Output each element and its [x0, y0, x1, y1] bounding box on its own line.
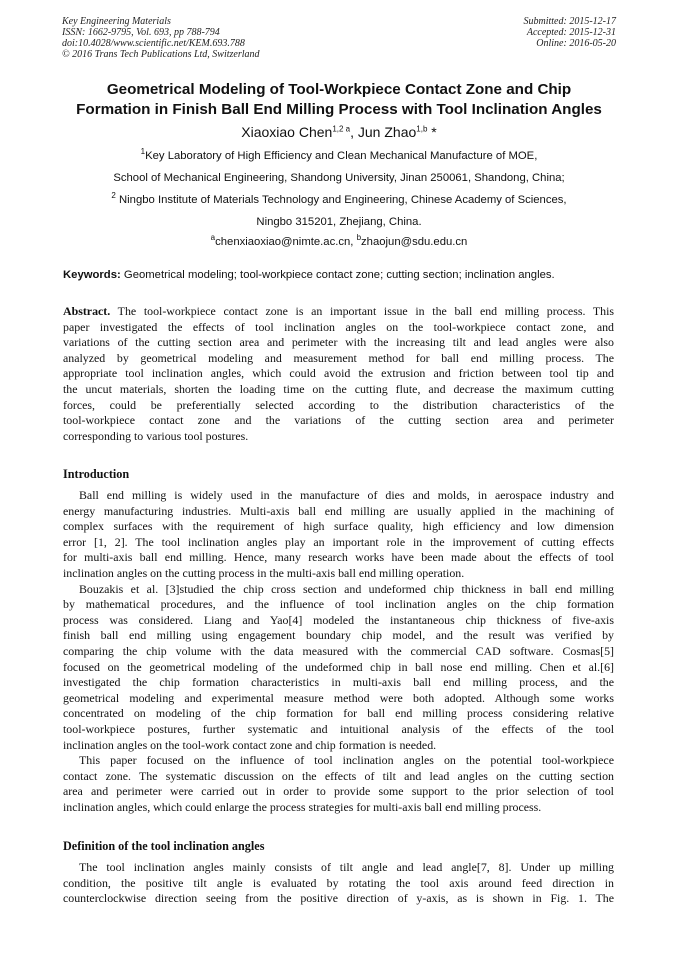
abstract-label: Abstract. [63, 304, 111, 318]
paragraph-line: finish ball end milling using engagement boundary chip model, and the result was verified by [63, 628, 614, 643]
paragraph-line: by mathematical procedures, and the influence of tool inclination angles on the chip formation [63, 597, 614, 612]
introduction-heading: Introduction [63, 467, 130, 481]
publication-dates [524, 16, 617, 49]
author-1-affiliation-mark: 1,2 a [332, 124, 351, 134]
email-b[interactable]: zhaojun@sdu.edu.cn [361, 236, 468, 248]
abstract-line: corresponding to various tool postures. [63, 428, 249, 443]
author-list [50, 123, 628, 141]
paragraph-line: counterclockwise direction seeing from the positive direction of y-axis, as is shown in Fig. 1. The [63, 891, 614, 906]
paragraph-line: Ball end milling is widely used in the manufacture of dies and molds, in aerospace industry and [79, 488, 614, 502]
paragraph-line: complex surfaces with the requirement of high surface quality, high efficiency and low dimension [63, 519, 614, 534]
affiliation-2-line-1 [40, 193, 638, 207]
journal-name: Key Engineering Materials [62, 16, 171, 27]
email-b-mark: b [356, 233, 362, 243]
corresponding-author-mark: * [427, 124, 437, 140]
paragraph-line: concentrated on modeling of the chip formation for ball end milling process considering relative [63, 706, 614, 721]
paragraph-line: This paper focused on the influence of tool inclination angles on the potential tool-workpiece [79, 753, 614, 768]
affiliation-2-text: Ningbo Institute of Materials Technology and Engineering, Chinese Academy of Sciences, [115, 194, 567, 206]
author-emails [40, 235, 638, 249]
keywords-label: Keywords: [63, 269, 121, 281]
paragraph-line: focused on the geometrical modeling of the undeformed chip in ball nose end milling. Chen et al.[6] [63, 659, 614, 674]
abstract [63, 304, 614, 444]
keywords [63, 268, 623, 282]
paragraph-line: error [1, 2]. The tool inclination angles play an important role in the improvement of cutting effects [63, 534, 614, 549]
paragraph-line: inclination angles on the cutting process in the multi-axis ball end milling operation. [63, 565, 465, 580]
abstract-line-text: The tool-workpiece contact zone is an important issue in the ball end milling process. This [110, 304, 614, 318]
affiliation-1-text: Key Laboratory of High Efficiency and Clean Mechanical Manufacture of MOE, [145, 150, 538, 162]
paragraph-line: contact zone. The systematic discussion on the effects of tilt and lead angles on the cutting section [63, 768, 614, 783]
author-separator: , [350, 124, 358, 140]
journal-issn: ISSN: 1662-9795, Vol. 693, pp 788-794 [62, 27, 220, 38]
definition-heading: Definition of the tool inclination angles [63, 839, 265, 853]
abstract-line: variations of the cutting section area and perimeter with the increasing tilt and lead angles were also [63, 335, 614, 350]
title-line-1: Geometrical Modeling of Tool-Workpiece Contact Zone and Chip [106, 81, 572, 98]
abstract-line: tool-workpiece contact zone and the variations of the cutting section area and perimeter [63, 413, 614, 428]
accepted-date: Accepted: 2015-12-31 [526, 27, 616, 38]
paragraph-line: comparing the chip volume with the data measured with the commercial CAD software. Cosmas[5] [63, 643, 614, 658]
title-line-2: Formation in Finish Ball End Milling Process with Tool Inclination Angles [76, 101, 602, 118]
abstract-line: the uncut materials, shorten the loading time on the cutting flute, and decrease the maximum cutting [63, 381, 614, 396]
paragraph-line: for multi-axis ball end milling. Hence, many research works have been made about the effects of tool [63, 550, 614, 565]
journal-copyright: © 2016 Trans Tech Publications Ltd, Switzerland [62, 49, 260, 60]
email-a-mark: a [210, 233, 216, 243]
paragraph-line: Bouzakis et al. [3]studied the chip cross section and undeformed chip thickness in ball end milling [79, 581, 614, 596]
paragraph-line: The tool inclination angles mainly consists of tilt angle and lead angle[7, 8]. Under up milling [79, 860, 614, 874]
abstract-line: analyzed by geometrical modeling and measurement method for ball end milling process. The [63, 350, 614, 365]
paragraph-line: investigated the chip formation characteristics in multi-axis ball end milling process, and the [63, 675, 614, 690]
affiliation-2-line-2: Ningbo 315201, Zhejiang, China. [256, 216, 422, 228]
affiliation-2-mark: 2 [111, 191, 116, 201]
email-a[interactable]: chenxiaoxiao@nimte.ac.cn, [215, 236, 357, 248]
introduction-body [63, 488, 614, 815]
abstract-line: paper investigated the effects of tool inclination angles on the tool-workpiece contact zone, and [63, 319, 614, 334]
definition-body [63, 860, 614, 907]
paper-title [50, 80, 628, 120]
journal-doi: doi:10.4028/www.scientific.net/KEM.693.788 [62, 38, 245, 49]
affiliation-1-line-1 [40, 149, 638, 163]
paragraph-line: condition, the positive tilt angle is evaluated by rotating the tool axis around feed direction in [63, 875, 614, 890]
paragraph-line: area and perimeter were carried out in order to provide some support to the prior selection of tool [63, 784, 614, 799]
paragraph-line: tool-workpiece postures, further systematic and intuitional analysis of the effects of the tool [63, 721, 614, 736]
paragraph-line: energy manufacturing industries. Multi-axis ball end milling are usually applied in the machining of [63, 503, 614, 518]
abstract-line: forces, could be preferentially selected according to the distribution characteristics of the [63, 397, 614, 412]
submitted-date: Submitted: 2015-12-17 [523, 16, 616, 27]
paragraph-line: geometrical modeling and experimental measure method were both adopted. Although some works [63, 690, 614, 705]
online-date: Online: 2016-05-20 [536, 38, 616, 49]
journal-header [62, 16, 260, 60]
author-2-affiliation-mark: 1,b [416, 124, 428, 134]
paragraph-line: inclination angles, which could enlarge the process strategies for multi-axis ball end milling process. [63, 799, 542, 814]
abstract-line [63, 304, 614, 320]
keywords-text: Geometrical modeling; tool-workpiece contact zone; cutting section; inclination angles. [120, 269, 555, 281]
paragraph-line: process was considered. Liang and Yao[4] modeled the instantaneous chip thickness of five-axis [63, 612, 614, 627]
paragraph-line: inclination angles on the tool-work contact zone and chip formation is needed. [63, 737, 437, 752]
abstract-line: appropriate tool inclination angles, which could avoid the extrusion and friction between tool tip and [63, 366, 614, 381]
affiliation-1-mark: 1 [140, 147, 146, 157]
affiliation-1-line-2: School of Mechanical Engineering, Shandong University, Jinan 250061, Shandong, China; [113, 172, 565, 184]
author-1-name: Xiaoxiao Chen [241, 124, 333, 140]
author-2-name: Jun Zhao [357, 124, 417, 140]
